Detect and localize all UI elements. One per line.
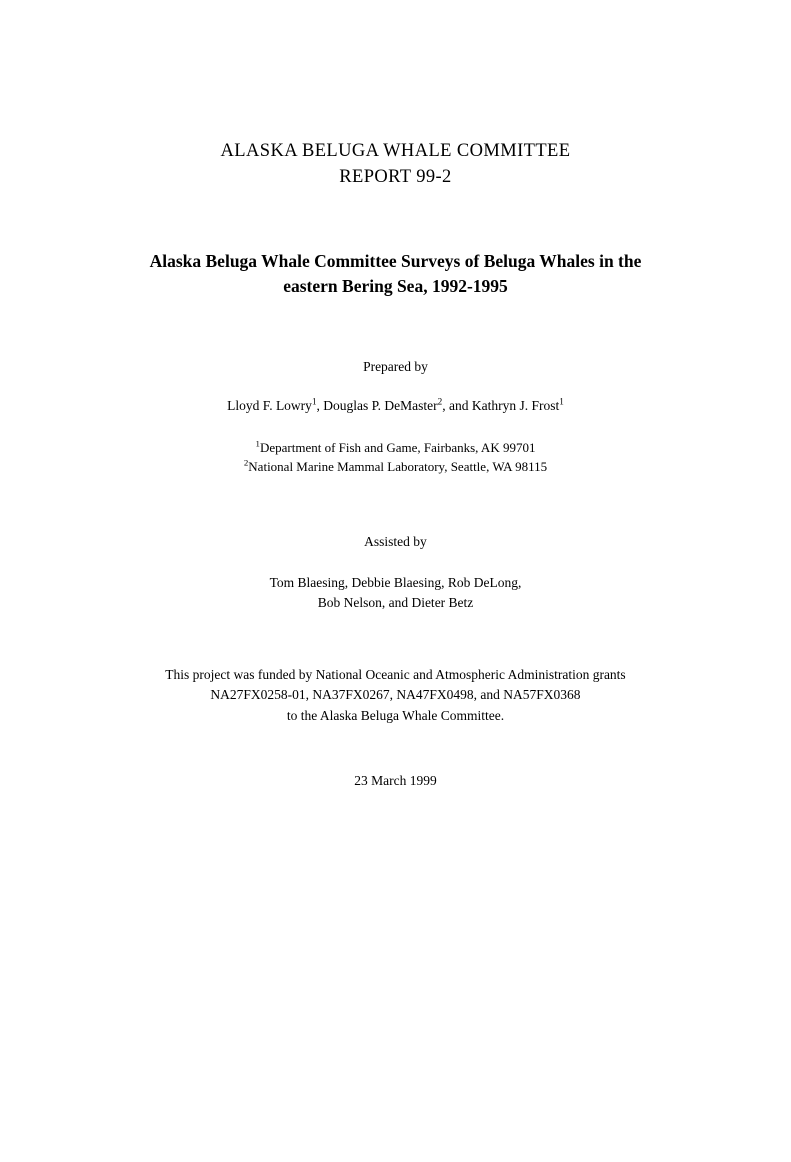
page-title xyxy=(72,249,719,300)
page-title-line-2: eastern Bering Sea, 1992-1995 xyxy=(283,275,508,296)
funding-line-1: This project was funded by National Oceanic and Atmospheric Administration grants xyxy=(165,667,626,682)
affiliation-two-marker: 2 xyxy=(243,458,249,469)
prepared-by-label: Prepared by xyxy=(363,359,428,375)
affiliation-two-text: National Marine Mammal Laboratory, Seattle, WA 98115 xyxy=(248,459,548,475)
title-page xyxy=(0,138,791,1162)
author-three-affiliation-marker: 1 xyxy=(559,396,564,407)
author-list xyxy=(72,398,719,414)
assistant-line-2: Bob Nelson, and Dieter Betz xyxy=(317,594,474,610)
funding-line-2: NA27FX0258-01, NA37FX0267, NA47FX0498, and NA57FX0368 xyxy=(210,687,581,703)
affiliation-list xyxy=(72,438,719,476)
author-one: Lloyd F. Lowry xyxy=(227,398,312,414)
report-header xyxy=(72,138,719,191)
report-number: REPORT 99-2 xyxy=(339,167,452,188)
affiliation-two xyxy=(72,457,719,476)
affiliation-one xyxy=(72,438,719,457)
page-title-line-1: Alaska Beluga Whale Committee Surveys of Beluga Whales in the xyxy=(149,250,642,271)
author-one-affiliation-marker: 1 xyxy=(311,396,317,407)
assisted-by-label: Assisted by xyxy=(364,533,427,549)
affiliation-one-text: Department of Fish and Game, Fairbanks, AK 99701 xyxy=(259,440,536,456)
affiliation-one-marker: 1 xyxy=(255,438,260,449)
committee-name: ALASKA BELUGA WHALE COMMITTEE xyxy=(220,141,571,161)
funding-line-3: to the Alaska Beluga Whale Committee. xyxy=(286,707,505,723)
author-three: , and Kathryn J. Frost xyxy=(442,398,560,414)
publication-date: 23 March 1999 xyxy=(354,772,437,788)
assistant-line-1: Tom Blaesing, Debbie Blaesing, Rob DeLong, xyxy=(269,574,522,590)
author-two-affiliation-marker: 2 xyxy=(437,396,443,407)
funding-statement xyxy=(72,665,719,726)
author-two: , Douglas P. DeMaster xyxy=(316,398,438,414)
assistant-list xyxy=(72,573,719,614)
